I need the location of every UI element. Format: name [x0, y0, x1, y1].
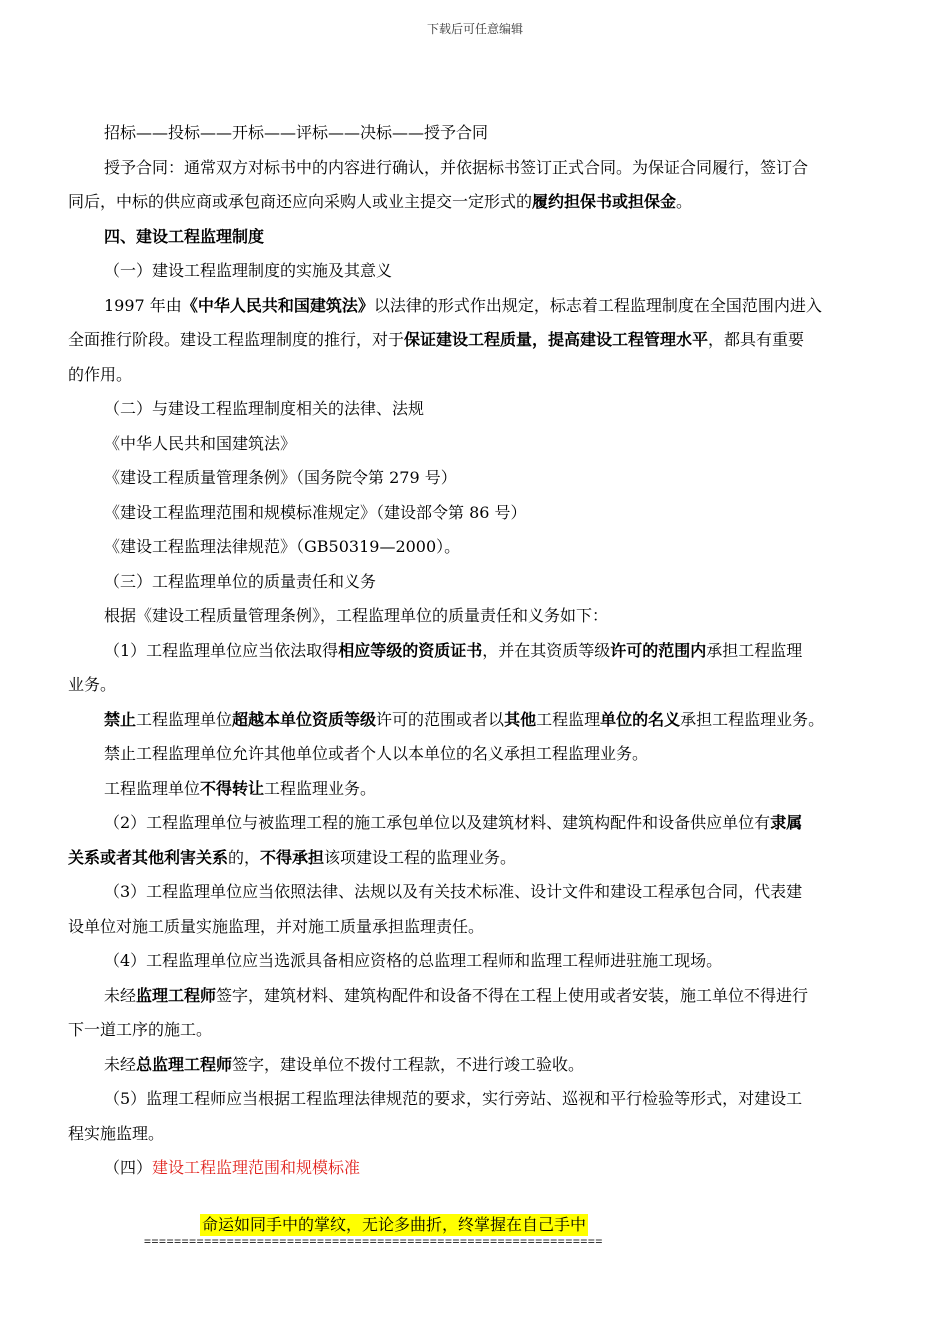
text-line [68, 116, 884, 151]
bold-text: 履约担保书或担保金 [532, 192, 677, 211]
text-span: 《建设工程质量管理条例》（国务院令第 279 号） [104, 468, 457, 487]
highlighted-text: 建设工程监理范围和规模标准 [152, 1158, 361, 1177]
text-span: 的， [228, 847, 261, 867]
text-span: 招标——投标——开标——评标——决标——授予合同 [104, 123, 489, 142]
bold-text: 保证建设工程质量，提高建设工程管理水平 [404, 330, 709, 349]
bold-text: 超越本单位资质等级 [232, 709, 377, 729]
bold-text: 总监理工程师 [136, 1054, 233, 1074]
text-line [68, 1013, 884, 1048]
text-span: （一）建设工程监理制度的实施及其意义 [104, 261, 393, 280]
text-line [68, 323, 884, 358]
footer-motto: 命运如同手中的掌纹，无论多曲折，终掌握在自己手中 [202, 1215, 587, 1234]
text-line [68, 806, 884, 841]
text-span: （四） [104, 1158, 153, 1177]
text-span: 许可的范围或者以 [376, 709, 505, 729]
text-span: （4）工程监理单位应当选派具备相应资格的总监理工程师和监理工程师进驻施工现场。 [104, 951, 723, 970]
text-span: 下一道工序的施工。 [68, 1020, 213, 1039]
text-span: （2）工程监理单位与被监理工程的施工承包单位以及建筑材料、建筑构配件和设备供应单位有 [104, 813, 771, 832]
bold-text: 关系或者其他利害关系 [68, 847, 229, 867]
section-heading [68, 220, 884, 255]
text-span: 未经 [104, 985, 137, 1005]
text-span: 同后，中标的供应商或承包商还应向采购人或业主提交一定形式的 [68, 192, 533, 211]
text-span: 。 [676, 192, 693, 211]
text-line [68, 841, 884, 876]
subsection-heading [68, 254, 884, 289]
text-line [68, 703, 884, 738]
text-span: 《建设工程监理范围和规模标准规定》（建设部令第 86 号） [104, 502, 527, 522]
text-span: 《中华人民共和国建筑法》 [104, 433, 297, 453]
text-line [68, 634, 884, 669]
text-span: 的作用。 [68, 364, 133, 384]
text-line [68, 944, 884, 979]
text-span: 承担工程监理业务。 [680, 709, 825, 729]
text-span: 授予合同：通常双方对标书中的内容进行确认，并依据标书签订正式合同。为保证合同履行，签订合 [104, 157, 809, 177]
text-span: 以法律的形式作出规定，标志着工程监理制度在全国范围内进入 [373, 295, 822, 315]
text-span: 程实施监理。 [68, 1123, 165, 1143]
text-line [68, 875, 884, 910]
bold-text: 其他 [504, 709, 537, 729]
text-span: 未经 [104, 1054, 137, 1074]
footer-divider: ============================================================= [144, 1234, 603, 1248]
text-span: ，都具有重要 [708, 330, 805, 349]
text-span: （1）工程监理单位应当依法取得 [104, 640, 339, 660]
page-header: 下载后可任意编辑 [426, 22, 523, 36]
bold-text: 相应等级的资质证书 [338, 640, 483, 660]
text-line [68, 668, 884, 703]
text-span: 1997 年由 [104, 295, 182, 315]
text-line [68, 1082, 884, 1117]
text-span: 工程监理 [536, 709, 601, 729]
bold-text: 单位的名义 [600, 709, 681, 729]
text-line [68, 1048, 884, 1083]
text-line [68, 772, 884, 807]
text-line [68, 737, 884, 772]
text-line [68, 185, 884, 220]
text-line [68, 979, 884, 1014]
text-span: 禁止工程监理单位允许其他单位或者个人以本单位的名义承担工程监理业务。 [104, 744, 649, 763]
text-span: 签字，建设单位不拨付工程款，不进行竣工验收。 [232, 1054, 585, 1074]
law-list-item [68, 530, 884, 565]
text-line [68, 358, 884, 393]
bold-text: 四、建设工程监理制度 [104, 226, 265, 246]
text-span: （三）工程监理单位的质量责任和义务 [104, 571, 377, 591]
bold-text: 隶属 [770, 813, 803, 832]
text-line [68, 910, 884, 945]
text-span: （二）与建设工程监理制度相关的法律、法规 [104, 399, 425, 418]
document-body [68, 116, 884, 1186]
bold-text: 不得转让 [200, 778, 265, 798]
subsection-heading [68, 565, 884, 600]
text-span: 工程监理单位 [104, 778, 201, 798]
bold-text: 不得承担 [260, 847, 325, 867]
law-list-item [68, 461, 884, 496]
law-list-item [68, 427, 884, 462]
text-span: 设单位对施工质量实施监理，并对施工质量承担监理责任。 [68, 916, 485, 936]
text-span: 签字，建筑材料、建筑构配件和设备不得在工程上使用或者安装，施工单位不得进行 [216, 985, 809, 1005]
text-span: 工程监理业务。 [264, 778, 377, 798]
text-span: （3）工程监理单位应当依照法律、法规以及有关技术标准、设计文件和建设工程承包合同，代表建 [104, 882, 803, 901]
text-span: 业务。 [68, 675, 117, 694]
bold-text: 禁止 [104, 709, 137, 729]
text-span: 工程监理单位 [136, 709, 233, 729]
text-span: 《建设工程监理法律规范》（GB50319—2000）。 [104, 537, 461, 556]
text-line [68, 1117, 884, 1152]
text-line [68, 151, 884, 186]
text-line [68, 289, 884, 324]
bold-text: 监理工程师 [136, 985, 217, 1005]
text-span: （5）监理工程师应当根据工程监理法律规范的要求，实行旁站、巡视和平行检验等形式，对建设工 [104, 1089, 803, 1108]
bold-text: 许可的范围内 [610, 640, 707, 660]
text-span: 承担工程监理 [706, 640, 803, 660]
text-span: ，并在其资质等级 [482, 640, 611, 660]
bold-text: 《中华人民共和国建筑法》 [181, 295, 374, 315]
subsection-heading [68, 1151, 884, 1186]
text-line [68, 599, 884, 634]
text-span: 该项建设工程的监理业务。 [324, 847, 517, 867]
text-span: 根据《建设工程质量管理条例》，工程监理单位的质量责任和义务如下： [104, 606, 609, 625]
subsection-heading [68, 392, 884, 427]
text-span: 全面推行阶段。建设工程监理制度的推行，对于 [68, 330, 405, 349]
law-list-item [68, 496, 884, 531]
